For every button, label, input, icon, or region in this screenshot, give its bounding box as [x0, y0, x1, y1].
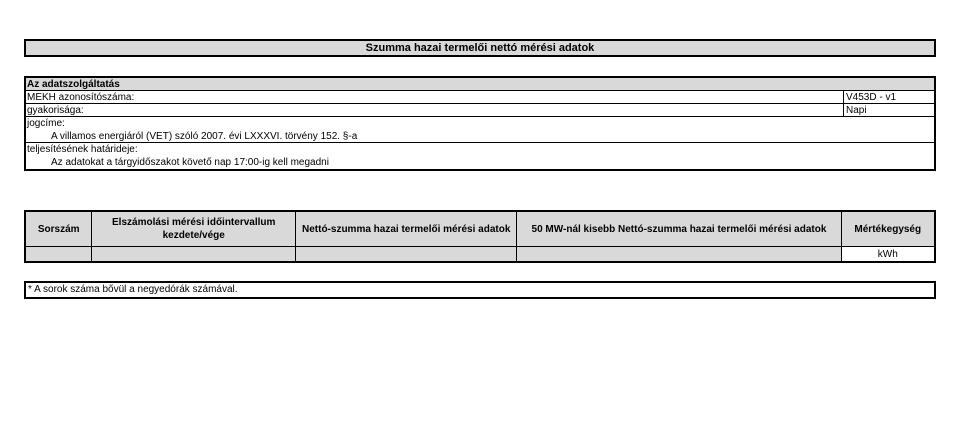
cell-interval[interactable]: [92, 247, 296, 263]
deadline-text: Az adatokat a tárgyidőszakot követő nap 17:00-ig kell megadni: [51, 157, 329, 168]
col-50mw-netto: 50 MW-nál kisebb Nettó-szumma hazai termelői mérési adatok: [517, 211, 841, 247]
cell-50mw-netto[interactable]: [517, 247, 841, 263]
table-row: [25, 247, 935, 263]
col-sorszam: Sorszám: [25, 211, 92, 247]
measurement-table: [24, 210, 936, 263]
footnote: * A sorok száma bővül a negyedórák számával.: [24, 281, 936, 299]
mekh-id-row: [26, 91, 934, 104]
col-interval: Elszámolási mérési időintervallum kezdete/vége: [92, 211, 296, 247]
cell-unit: kWh: [841, 247, 935, 263]
col-unit: Mértékegység: [841, 211, 935, 247]
frequency-label: gyakorisága:: [27, 105, 84, 116]
service-header: Az adatszolgáltatás: [26, 78, 934, 91]
cell-netto-szumma[interactable]: [296, 247, 517, 263]
legal-basis-text: A villamos energiáról (VET) szóló 2007. évi LXXXVI. törvény 152. §-a: [26, 130, 934, 143]
frequency-value: Napi: [843, 104, 867, 116]
mekh-id-value: V453D - v1: [843, 91, 896, 103]
frequency-row: [26, 104, 934, 117]
cell-sorszam[interactable]: [25, 247, 92, 263]
deadline-label: teljesítésének határideje:: [27, 144, 138, 155]
table-header-row: [25, 211, 935, 247]
legal-basis-label: jogcíme:: [27, 118, 65, 129]
mekh-id-label: MEKH azonosítószáma:: [27, 92, 135, 103]
col-netto-szumma: Nettó-szumma hazai termelői mérési adatok: [296, 211, 517, 247]
page-title: Szumma hazai termelői nettó mérési adatok: [24, 39, 936, 57]
service-info-section: [24, 76, 936, 171]
